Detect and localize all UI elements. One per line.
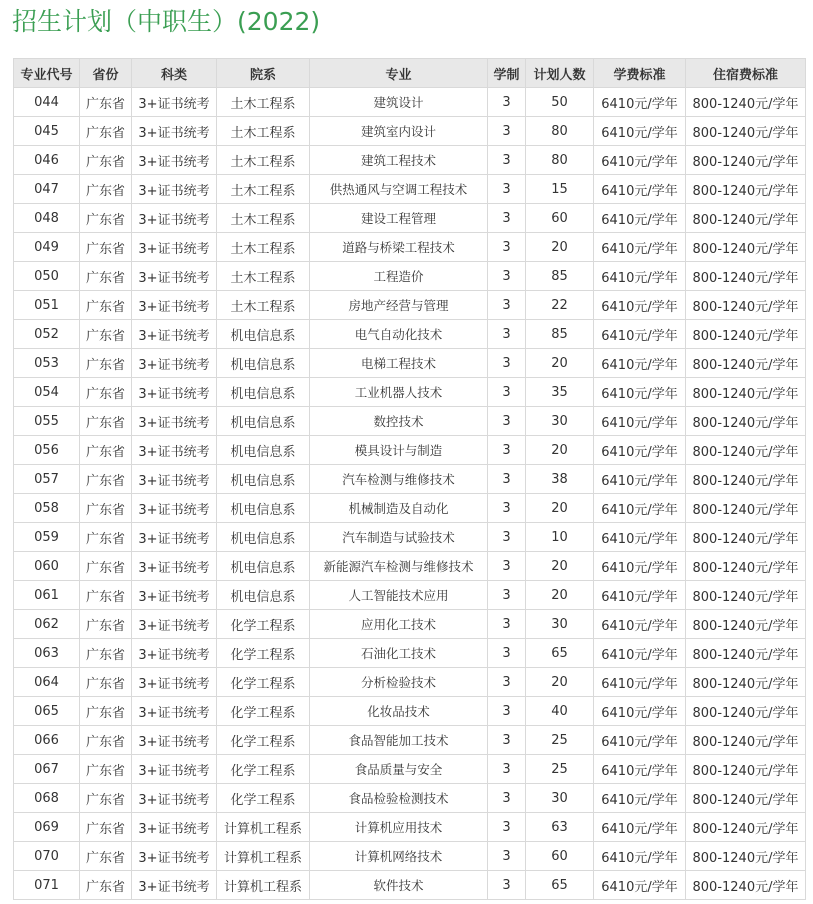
accommodation-cell: 800-1240元/学年 <box>686 204 806 233</box>
major-cell: 人工智能技术应用 <box>310 581 488 610</box>
duration-cell: 3 <box>488 726 526 755</box>
tuition-cell: 6410元/学年 <box>594 871 686 900</box>
department-cell: 土木工程系 <box>217 262 310 291</box>
duration-cell: 3 <box>488 291 526 320</box>
duration-cell: 3 <box>488 378 526 407</box>
province-cell: 广东省 <box>80 523 132 552</box>
major-code-cell: 061 <box>14 581 80 610</box>
department-cell: 计算机工程系 <box>217 842 310 871</box>
table-row <box>14 407 806 436</box>
duration-cell: 3 <box>488 668 526 697</box>
tuition-cell: 6410元/学年 <box>594 465 686 494</box>
accommodation-cell: 800-1240元/学年 <box>686 146 806 175</box>
tuition-cell: 6410元/学年 <box>594 320 686 349</box>
major-cell: 食品检验检测技术 <box>310 784 488 813</box>
accommodation-cell: 800-1240元/学年 <box>686 262 806 291</box>
department-cell: 土木工程系 <box>217 204 310 233</box>
department-cell: 机电信息系 <box>217 378 310 407</box>
category-cell: 3+证书统考 <box>132 320 217 349</box>
tuition-cell: 6410元/学年 <box>594 175 686 204</box>
department-cell: 土木工程系 <box>217 233 310 262</box>
duration-cell: 3 <box>488 755 526 784</box>
tuition-cell: 6410元/学年 <box>594 668 686 697</box>
tuition-cell: 6410元/学年 <box>594 755 686 784</box>
major-cell: 工业机器人技术 <box>310 378 488 407</box>
accommodation-cell: 800-1240元/学年 <box>686 552 806 581</box>
accommodation-cell: 800-1240元/学年 <box>686 436 806 465</box>
category-cell: 3+证书统考 <box>132 117 217 146</box>
tuition-cell: 6410元/学年 <box>594 813 686 842</box>
major-code-cell: 067 <box>14 755 80 784</box>
major-code-cell: 060 <box>14 552 80 581</box>
category-cell: 3+证书统考 <box>132 784 217 813</box>
major-cell: 食品智能加工技术 <box>310 726 488 755</box>
duration-cell: 3 <box>488 871 526 900</box>
province-cell: 广东省 <box>80 349 132 378</box>
table-row <box>14 581 806 610</box>
table-row <box>14 262 806 291</box>
table-row <box>14 175 806 204</box>
table-row <box>14 146 806 175</box>
department-cell: 土木工程系 <box>217 175 310 204</box>
column-header-major-code: 专业代号 <box>14 59 80 88</box>
duration-cell: 3 <box>488 842 526 871</box>
duration-cell: 3 <box>488 117 526 146</box>
category-cell: 3+证书统考 <box>132 581 217 610</box>
major-code-cell: 047 <box>14 175 80 204</box>
province-cell: 广东省 <box>80 204 132 233</box>
duration-cell: 3 <box>488 581 526 610</box>
enrollment-plan-table <box>13 58 806 900</box>
quota-cell: 25 <box>526 726 594 755</box>
accommodation-cell: 800-1240元/学年 <box>686 175 806 204</box>
duration-cell: 3 <box>488 88 526 117</box>
province-cell: 广东省 <box>80 639 132 668</box>
province-cell: 广东省 <box>80 320 132 349</box>
province-cell: 广东省 <box>80 262 132 291</box>
category-cell: 3+证书统考 <box>132 291 217 320</box>
accommodation-cell: 800-1240元/学年 <box>686 465 806 494</box>
duration-cell: 3 <box>488 233 526 262</box>
major-code-cell: 048 <box>14 204 80 233</box>
table-row <box>14 842 806 871</box>
quota-cell: 65 <box>526 639 594 668</box>
table-row <box>14 436 806 465</box>
major-cell: 模具设计与制造 <box>310 436 488 465</box>
column-header-province: 省份 <box>80 59 132 88</box>
department-cell: 机电信息系 <box>217 581 310 610</box>
province-cell: 广东省 <box>80 494 132 523</box>
major-cell: 道路与桥梁工程技术 <box>310 233 488 262</box>
department-cell: 机电信息系 <box>217 465 310 494</box>
column-header-major: 专业 <box>310 59 488 88</box>
quota-cell: 35 <box>526 378 594 407</box>
column-header-department: 院系 <box>217 59 310 88</box>
category-cell: 3+证书统考 <box>132 262 217 291</box>
province-cell: 广东省 <box>80 465 132 494</box>
major-code-cell: 056 <box>14 436 80 465</box>
table-row <box>14 813 806 842</box>
province-cell: 广东省 <box>80 726 132 755</box>
category-cell: 3+证书统考 <box>132 233 217 262</box>
quota-cell: 30 <box>526 784 594 813</box>
category-cell: 3+证书统考 <box>132 668 217 697</box>
major-code-cell: 069 <box>14 813 80 842</box>
category-cell: 3+证书统考 <box>132 726 217 755</box>
tuition-cell: 6410元/学年 <box>594 523 686 552</box>
province-cell: 广东省 <box>80 378 132 407</box>
tuition-cell: 6410元/学年 <box>594 378 686 407</box>
duration-cell: 3 <box>488 523 526 552</box>
accommodation-cell: 800-1240元/学年 <box>686 871 806 900</box>
accommodation-cell: 800-1240元/学年 <box>686 813 806 842</box>
quota-cell: 10 <box>526 523 594 552</box>
major-code-cell: 046 <box>14 146 80 175</box>
province-cell: 广东省 <box>80 88 132 117</box>
quota-cell: 40 <box>526 697 594 726</box>
duration-cell: 3 <box>488 320 526 349</box>
quota-cell: 63 <box>526 813 594 842</box>
duration-cell: 3 <box>488 610 526 639</box>
table-row <box>14 204 806 233</box>
quota-cell: 85 <box>526 262 594 291</box>
province-cell: 广东省 <box>80 784 132 813</box>
department-cell: 机电信息系 <box>217 552 310 581</box>
department-cell: 化学工程系 <box>217 697 310 726</box>
accommodation-cell: 800-1240元/学年 <box>686 755 806 784</box>
category-cell: 3+证书统考 <box>132 146 217 175</box>
department-cell: 机电信息系 <box>217 523 310 552</box>
category-cell: 3+证书统考 <box>132 378 217 407</box>
tuition-cell: 6410元/学年 <box>594 88 686 117</box>
quota-cell: 25 <box>526 755 594 784</box>
province-cell: 广东省 <box>80 871 132 900</box>
major-cell: 化妆品技术 <box>310 697 488 726</box>
tuition-cell: 6410元/学年 <box>594 146 686 175</box>
tuition-cell: 6410元/学年 <box>594 117 686 146</box>
tuition-cell: 6410元/学年 <box>594 552 686 581</box>
duration-cell: 3 <box>488 175 526 204</box>
duration-cell: 3 <box>488 146 526 175</box>
tuition-cell: 6410元/学年 <box>594 291 686 320</box>
quota-cell: 20 <box>526 581 594 610</box>
major-cell: 软件技术 <box>310 871 488 900</box>
column-header-tuition: 学费标准 <box>594 59 686 88</box>
major-cell: 计算机网络技术 <box>310 842 488 871</box>
department-cell: 机电信息系 <box>217 494 310 523</box>
column-header-quota: 计划人数 <box>526 59 594 88</box>
major-cell: 工程造价 <box>310 262 488 291</box>
accommodation-cell: 800-1240元/学年 <box>686 842 806 871</box>
category-cell: 3+证书统考 <box>132 842 217 871</box>
major-code-cell: 057 <box>14 465 80 494</box>
major-code-cell: 050 <box>14 262 80 291</box>
province-cell: 广东省 <box>80 233 132 262</box>
province-cell: 广东省 <box>80 117 132 146</box>
table-row <box>14 349 806 378</box>
duration-cell: 3 <box>488 262 526 291</box>
major-cell: 汽车制造与试验技术 <box>310 523 488 552</box>
quota-cell: 60 <box>526 842 594 871</box>
major-cell: 建筑工程技术 <box>310 146 488 175</box>
major-code-cell: 051 <box>14 291 80 320</box>
province-cell: 广东省 <box>80 842 132 871</box>
major-cell: 电气自动化技术 <box>310 320 488 349</box>
table-row <box>14 88 806 117</box>
major-code-cell: 070 <box>14 842 80 871</box>
quota-cell: 80 <box>526 146 594 175</box>
table-row <box>14 378 806 407</box>
table-row <box>14 523 806 552</box>
province-cell: 广东省 <box>80 697 132 726</box>
table-row <box>14 668 806 697</box>
quota-cell: 60 <box>526 204 594 233</box>
table-row <box>14 871 806 900</box>
accommodation-cell: 800-1240元/学年 <box>686 494 806 523</box>
province-cell: 广东省 <box>80 291 132 320</box>
tuition-cell: 6410元/学年 <box>594 697 686 726</box>
major-cell: 新能源汽车检测与维修技术 <box>310 552 488 581</box>
table-row <box>14 233 806 262</box>
duration-cell: 3 <box>488 407 526 436</box>
major-cell: 食品质量与安全 <box>310 755 488 784</box>
quota-cell: 65 <box>526 871 594 900</box>
province-cell: 广东省 <box>80 581 132 610</box>
accommodation-cell: 800-1240元/学年 <box>686 407 806 436</box>
table-row <box>14 494 806 523</box>
accommodation-cell: 800-1240元/学年 <box>686 610 806 639</box>
table-row <box>14 610 806 639</box>
major-code-cell: 049 <box>14 233 80 262</box>
tuition-cell: 6410元/学年 <box>594 494 686 523</box>
accommodation-cell: 800-1240元/学年 <box>686 784 806 813</box>
major-cell: 机械制造及自动化 <box>310 494 488 523</box>
category-cell: 3+证书统考 <box>132 349 217 378</box>
tuition-cell: 6410元/学年 <box>594 639 686 668</box>
department-cell: 化学工程系 <box>217 668 310 697</box>
department-cell: 土木工程系 <box>217 291 310 320</box>
category-cell: 3+证书统考 <box>132 639 217 668</box>
major-code-cell: 063 <box>14 639 80 668</box>
department-cell: 机电信息系 <box>217 320 310 349</box>
table-row <box>14 755 806 784</box>
department-cell: 机电信息系 <box>217 436 310 465</box>
major-cell: 汽车检测与维修技术 <box>310 465 488 494</box>
table-row <box>14 697 806 726</box>
department-cell: 计算机工程系 <box>217 813 310 842</box>
accommodation-cell: 800-1240元/学年 <box>686 726 806 755</box>
table-body <box>14 88 806 900</box>
quota-cell: 30 <box>526 407 594 436</box>
tuition-cell: 6410元/学年 <box>594 842 686 871</box>
column-header-category: 科类 <box>132 59 217 88</box>
major-code-cell: 054 <box>14 378 80 407</box>
major-code-cell: 071 <box>14 871 80 900</box>
quota-cell: 50 <box>526 88 594 117</box>
category-cell: 3+证书统考 <box>132 204 217 233</box>
major-code-cell: 062 <box>14 610 80 639</box>
major-code-cell: 053 <box>14 349 80 378</box>
accommodation-cell: 800-1240元/学年 <box>686 378 806 407</box>
department-cell: 土木工程系 <box>217 146 310 175</box>
department-cell: 化学工程系 <box>217 610 310 639</box>
quota-cell: 20 <box>526 668 594 697</box>
duration-cell: 3 <box>488 552 526 581</box>
category-cell: 3+证书统考 <box>132 552 217 581</box>
major-code-cell: 059 <box>14 523 80 552</box>
category-cell: 3+证书统考 <box>132 523 217 552</box>
quota-cell: 85 <box>526 320 594 349</box>
table-row <box>14 639 806 668</box>
quota-cell: 20 <box>526 494 594 523</box>
category-cell: 3+证书统考 <box>132 465 217 494</box>
accommodation-cell: 800-1240元/学年 <box>686 117 806 146</box>
table-row <box>14 552 806 581</box>
quota-cell: 20 <box>526 436 594 465</box>
major-cell: 建筑设计 <box>310 88 488 117</box>
quota-cell: 80 <box>526 117 594 146</box>
province-cell: 广东省 <box>80 436 132 465</box>
province-cell: 广东省 <box>80 668 132 697</box>
tuition-cell: 6410元/学年 <box>594 204 686 233</box>
major-cell: 石油化工技术 <box>310 639 488 668</box>
department-cell: 化学工程系 <box>217 755 310 784</box>
accommodation-cell: 800-1240元/学年 <box>686 88 806 117</box>
category-cell: 3+证书统考 <box>132 436 217 465</box>
major-cell: 计算机应用技术 <box>310 813 488 842</box>
page-title: 招生计划（中职生）(2022) <box>12 7 321 36</box>
department-cell: 计算机工程系 <box>217 871 310 900</box>
province-cell: 广东省 <box>80 146 132 175</box>
major-cell: 建设工程管理 <box>310 204 488 233</box>
accommodation-cell: 800-1240元/学年 <box>686 639 806 668</box>
tuition-cell: 6410元/学年 <box>594 436 686 465</box>
quota-cell: 22 <box>526 291 594 320</box>
department-cell: 化学工程系 <box>217 726 310 755</box>
major-cell: 应用化工技术 <box>310 610 488 639</box>
department-cell: 机电信息系 <box>217 349 310 378</box>
major-cell: 房地产经营与管理 <box>310 291 488 320</box>
tuition-cell: 6410元/学年 <box>594 784 686 813</box>
quota-cell: 20 <box>526 233 594 262</box>
province-cell: 广东省 <box>80 610 132 639</box>
duration-cell: 3 <box>488 639 526 668</box>
major-cell: 数控技术 <box>310 407 488 436</box>
major-code-cell: 044 <box>14 88 80 117</box>
accommodation-cell: 800-1240元/学年 <box>686 233 806 262</box>
table-row <box>14 291 806 320</box>
category-cell: 3+证书统考 <box>132 755 217 784</box>
category-cell: 3+证书统考 <box>132 697 217 726</box>
category-cell: 3+证书统考 <box>132 871 217 900</box>
major-code-cell: 065 <box>14 697 80 726</box>
province-cell: 广东省 <box>80 813 132 842</box>
major-code-cell: 055 <box>14 407 80 436</box>
category-cell: 3+证书统考 <box>132 610 217 639</box>
table-row <box>14 465 806 494</box>
tuition-cell: 6410元/学年 <box>594 349 686 378</box>
column-header-accommodation: 住宿费标准 <box>686 59 806 88</box>
major-code-cell: 066 <box>14 726 80 755</box>
accommodation-cell: 800-1240元/学年 <box>686 349 806 378</box>
department-cell: 土木工程系 <box>217 88 310 117</box>
major-cell: 建筑室内设计 <box>310 117 488 146</box>
province-cell: 广东省 <box>80 552 132 581</box>
quota-cell: 20 <box>526 552 594 581</box>
major-code-cell: 064 <box>14 668 80 697</box>
table-row <box>14 784 806 813</box>
accommodation-cell: 800-1240元/学年 <box>686 668 806 697</box>
table-row <box>14 726 806 755</box>
major-cell: 分析检验技术 <box>310 668 488 697</box>
table-row <box>14 117 806 146</box>
tuition-cell: 6410元/学年 <box>594 581 686 610</box>
tuition-cell: 6410元/学年 <box>594 610 686 639</box>
tuition-cell: 6410元/学年 <box>594 233 686 262</box>
major-code-cell: 058 <box>14 494 80 523</box>
duration-cell: 3 <box>488 697 526 726</box>
accommodation-cell: 800-1240元/学年 <box>686 581 806 610</box>
duration-cell: 3 <box>488 436 526 465</box>
category-cell: 3+证书统考 <box>132 175 217 204</box>
department-cell: 化学工程系 <box>217 784 310 813</box>
duration-cell: 3 <box>488 349 526 378</box>
category-cell: 3+证书统考 <box>132 494 217 523</box>
category-cell: 3+证书统考 <box>132 813 217 842</box>
accommodation-cell: 800-1240元/学年 <box>686 291 806 320</box>
accommodation-cell: 800-1240元/学年 <box>686 523 806 552</box>
major-code-cell: 068 <box>14 784 80 813</box>
major-cell: 供热通风与空调工程技术 <box>310 175 488 204</box>
table-header-row <box>14 59 806 88</box>
category-cell: 3+证书统考 <box>132 407 217 436</box>
accommodation-cell: 800-1240元/学年 <box>686 697 806 726</box>
major-code-cell: 052 <box>14 320 80 349</box>
department-cell: 化学工程系 <box>217 639 310 668</box>
quota-cell: 38 <box>526 465 594 494</box>
department-cell: 土木工程系 <box>217 117 310 146</box>
duration-cell: 3 <box>488 813 526 842</box>
major-code-cell: 045 <box>14 117 80 146</box>
column-header-duration: 学制 <box>488 59 526 88</box>
duration-cell: 3 <box>488 784 526 813</box>
province-cell: 广东省 <box>80 407 132 436</box>
major-cell: 电梯工程技术 <box>310 349 488 378</box>
duration-cell: 3 <box>488 204 526 233</box>
tuition-cell: 6410元/学年 <box>594 407 686 436</box>
category-cell: 3+证书统考 <box>132 88 217 117</box>
tuition-cell: 6410元/学年 <box>594 726 686 755</box>
table-row <box>14 320 806 349</box>
quota-cell: 30 <box>526 610 594 639</box>
accommodation-cell: 800-1240元/学年 <box>686 320 806 349</box>
quota-cell: 20 <box>526 349 594 378</box>
province-cell: 广东省 <box>80 755 132 784</box>
department-cell: 机电信息系 <box>217 407 310 436</box>
province-cell: 广东省 <box>80 175 132 204</box>
duration-cell: 3 <box>488 465 526 494</box>
tuition-cell: 6410元/学年 <box>594 262 686 291</box>
quota-cell: 15 <box>526 175 594 204</box>
duration-cell: 3 <box>488 494 526 523</box>
